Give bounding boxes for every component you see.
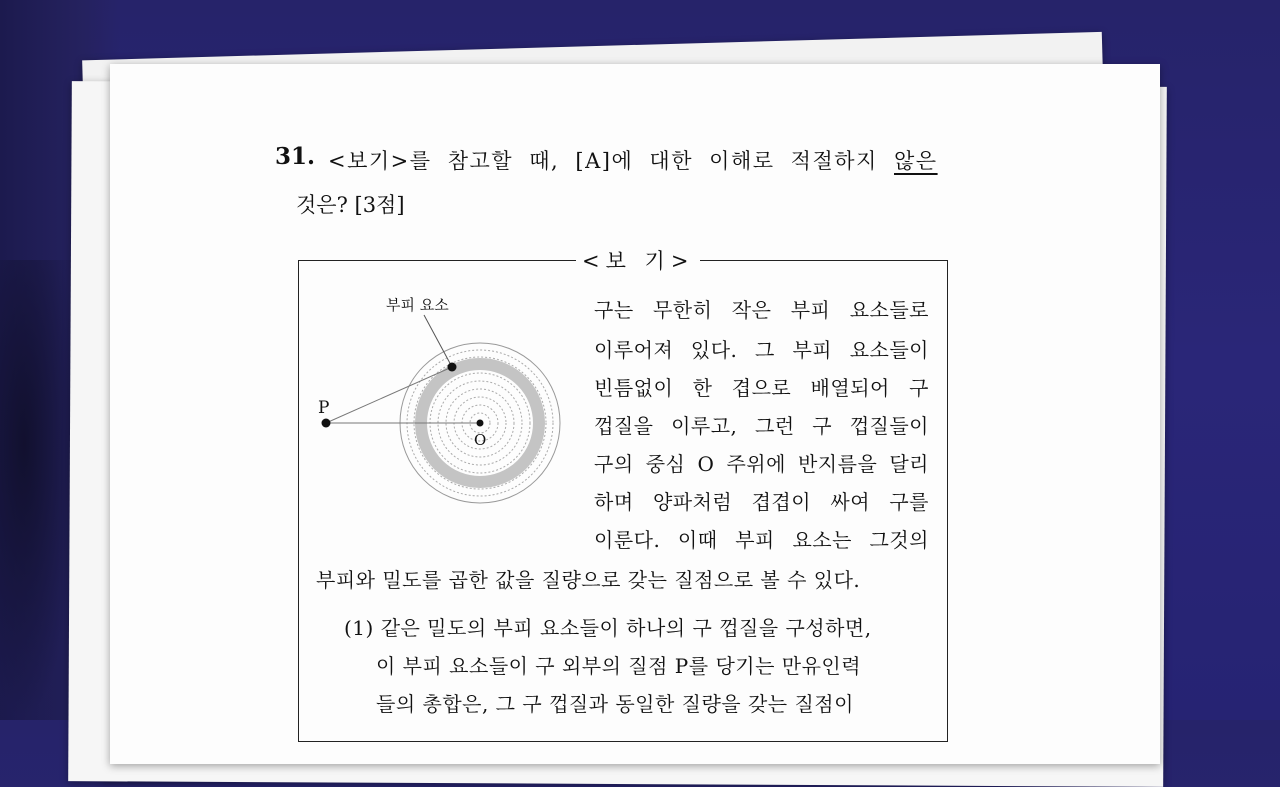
item-1-line: 이 부피 요소들이 구 외부의 질점 P를 당기는 만유인력	[376, 654, 862, 678]
point-p-label: P	[318, 398, 330, 418]
point-p-dot	[322, 419, 331, 428]
volume-element-label: 부피 요소	[386, 296, 449, 314]
paragraph-line: 구의 중심 O 주위에 반지름을 달리	[594, 452, 929, 476]
sphere-figure	[310, 285, 590, 535]
question-text-line2: 것은? [3점]	[296, 193, 405, 217]
bogi-title: <보 기>	[576, 245, 700, 275]
paragraph-line: 껍질을 이루고, 그런 구 껍질들이	[594, 414, 929, 438]
paragraph-line-last: 부피와 밀도를 곱한 값을 질량으로 갖는 질점으로 볼 수 있다.	[316, 568, 861, 592]
paragraph-line: 구는 무한히 작은 부피 요소들로	[594, 298, 929, 322]
volume-element-dot	[448, 363, 457, 372]
question-text-line1	[328, 145, 938, 175]
paragraph-line: 빈틈없이 한 겹으로 배열되어 구	[594, 376, 929, 400]
paragraph-line: 이룬다. 이때 부피 요소는 그것의	[594, 528, 929, 552]
label-leader-line	[424, 315, 452, 367]
item-1-line: (1) 같은 밀도의 부피 요소들이 하나의 구 껍질을 구성하면,	[344, 616, 872, 640]
center-o-label: O	[474, 431, 487, 449]
paragraph-line: 이루어져 있다. 그 부피 요소들이	[594, 338, 929, 362]
paragraph-line: 하며 양파처럼 겹겹이 싸여 구를	[594, 490, 929, 514]
question-number: 31.	[275, 143, 316, 170]
item-1-line: 들의 총합은, 그 구 껍질과 동일한 질량을 갖는 질점이	[376, 692, 854, 716]
center-o-dot	[477, 420, 484, 427]
question-text: <보기>를 참고할 때, [A]에 대한 이해로 적절하지	[328, 149, 895, 173]
underlined-word: 않은	[894, 149, 938, 173]
